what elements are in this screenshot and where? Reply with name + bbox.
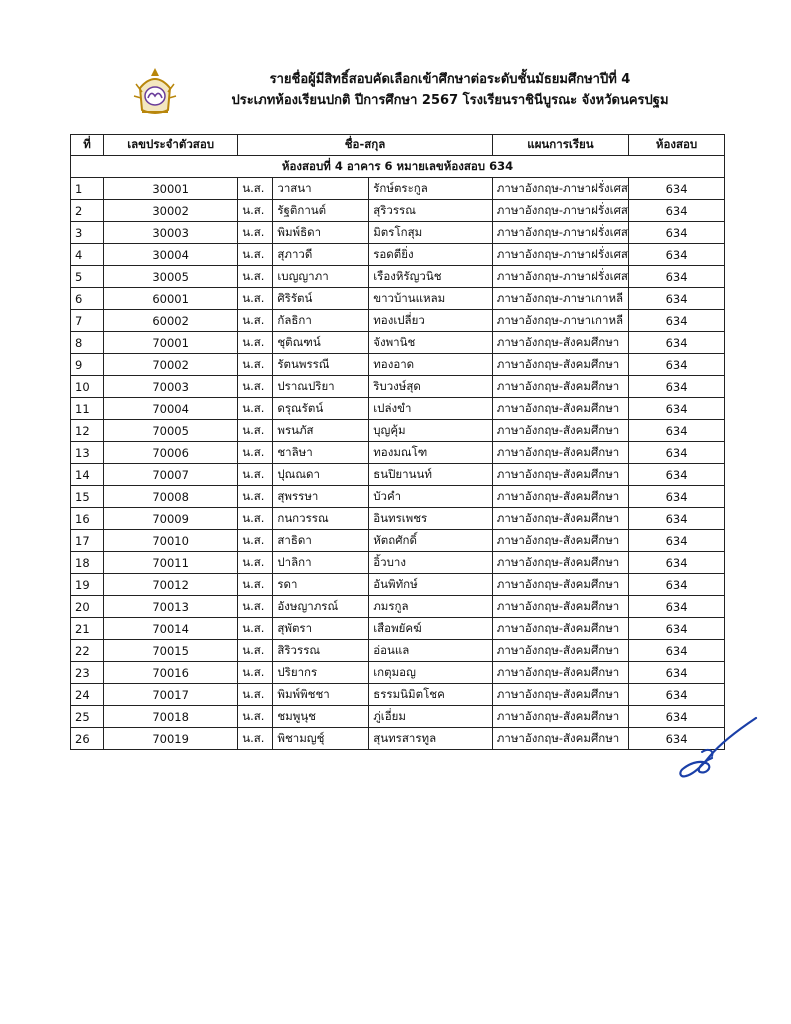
last-name: บัวคำ [369, 486, 493, 508]
table-row [71, 640, 725, 662]
last-name: อิ้วบาง [369, 552, 493, 574]
first-name: กนกวรรณ [273, 508, 369, 530]
last-name: ทองอาด [369, 354, 493, 376]
first-name: รดา [273, 574, 369, 596]
exam-room: 634 [629, 310, 725, 332]
table-row [71, 464, 725, 486]
exam-id: 70003 [104, 376, 238, 398]
name-prefix: น.ส. [238, 200, 273, 222]
table-row [71, 288, 725, 310]
row-number: 25 [71, 706, 104, 728]
table-row [71, 618, 725, 640]
name-prefix: น.ส. [238, 706, 273, 728]
table-row [71, 222, 725, 244]
exam-id: 70018 [104, 706, 238, 728]
exam-room: 634 [629, 442, 725, 464]
name-prefix: น.ส. [238, 354, 273, 376]
last-name: ทองมณโฑ [369, 442, 493, 464]
study-program: ภาษาอังกฤษ-สังคมศึกษา [492, 398, 628, 420]
study-program: ภาษาอังกฤษ-สังคมศึกษา [492, 618, 628, 640]
table-row [71, 486, 725, 508]
header-name: ชื่อ-สกุล [238, 135, 493, 156]
exam-id: 70007 [104, 464, 238, 486]
table-row [71, 684, 725, 706]
row-number: 13 [71, 442, 104, 464]
first-name: ชมพูนุช [273, 706, 369, 728]
last-name: สุนทรสารทูล [369, 728, 493, 750]
study-program: ภาษาอังกฤษ-สังคมศึกษา [492, 486, 628, 508]
header-exam-id: เลขประจำตัวสอบ [104, 135, 238, 156]
first-name: สุพัตรา [273, 618, 369, 640]
exam-room: 634 [629, 618, 725, 640]
row-number: 15 [71, 486, 104, 508]
first-name: ปาลิกา [273, 552, 369, 574]
header-no: ที่ [71, 135, 104, 156]
section-title: ห้องสอบที่ 4 อาคาร 6 หมายเลขห้องสอบ 634 [71, 156, 725, 178]
name-prefix: น.ส. [238, 596, 273, 618]
row-number: 18 [71, 552, 104, 574]
study-program: ภาษาอังกฤษ-ภาษาเกาหลี [492, 310, 628, 332]
first-name: ศิริรัตน์ [273, 288, 369, 310]
exam-id: 30002 [104, 200, 238, 222]
exam-id: 60002 [104, 310, 238, 332]
exam-room: 634 [629, 178, 725, 200]
last-name: อินทรเพชร [369, 508, 493, 530]
candidate-table [70, 134, 725, 750]
document-subtitle: ประเภทห้องเรียนปกติ ปีการศึกษา 2567 โรงเรียนราชินีบูรณะ จังหวัดนครปฐม [231, 93, 669, 108]
name-prefix: น.ส. [238, 464, 273, 486]
exam-room: 634 [629, 706, 725, 728]
exam-room: 634 [629, 398, 725, 420]
name-prefix: น.ส. [238, 398, 273, 420]
name-prefix: น.ส. [238, 420, 273, 442]
table-row [71, 530, 725, 552]
table-row [71, 574, 725, 596]
exam-room: 634 [629, 420, 725, 442]
first-name: สิริวรรณ [273, 640, 369, 662]
exam-id: 70001 [104, 332, 238, 354]
exam-room: 634 [629, 662, 725, 684]
last-name: อันพิทักษ์ [369, 574, 493, 596]
name-prefix: น.ส. [238, 530, 273, 552]
first-name: รัฐติกานต์ [273, 200, 369, 222]
first-name: เบญญาภา [273, 266, 369, 288]
exam-id: 70014 [104, 618, 238, 640]
first-name: ชาลิษา [273, 442, 369, 464]
exam-id: 60001 [104, 288, 238, 310]
study-program: ภาษาอังกฤษ-สังคมศึกษา [492, 662, 628, 684]
name-prefix: น.ส. [238, 288, 273, 310]
name-prefix: น.ส. [238, 244, 273, 266]
last-name: สุริวรรณ [369, 200, 493, 222]
study-program: ภาษาอังกฤษ-ภาษาฝรั่งเศส [492, 244, 628, 266]
study-program: ภาษาอังกฤษ-สังคมศึกษา [492, 376, 628, 398]
row-number: 8 [71, 332, 104, 354]
first-name: สุภาวดี [273, 244, 369, 266]
name-prefix: น.ส. [238, 178, 273, 200]
study-program: ภาษาอังกฤษ-สังคมศึกษา [492, 684, 628, 706]
row-number: 1 [71, 178, 104, 200]
last-name: มิตรโกสุม [369, 222, 493, 244]
last-name: ธนปิยานนท์ [369, 464, 493, 486]
first-name: กัลธิกา [273, 310, 369, 332]
exam-room: 634 [629, 464, 725, 486]
study-program: ภาษาอังกฤษ-สังคมศึกษา [492, 442, 628, 464]
row-number: 14 [71, 464, 104, 486]
study-program: ภาษาอังกฤษ-ภาษาฝรั่งเศส [492, 200, 628, 222]
table-row [71, 200, 725, 222]
exam-id: 70013 [104, 596, 238, 618]
signature-icon [672, 712, 762, 782]
name-prefix: น.ส. [238, 508, 273, 530]
first-name: วาสนา [273, 178, 369, 200]
row-number: 20 [71, 596, 104, 618]
row-number: 2 [71, 200, 104, 222]
study-program: ภาษาอังกฤษ-ภาษาฝรั่งเศส [492, 222, 628, 244]
table-row [71, 662, 725, 684]
first-name: ชุติณฑน์ [273, 332, 369, 354]
row-number: 3 [71, 222, 104, 244]
last-name: เปล่งขำ [369, 398, 493, 420]
exam-room: 634 [629, 266, 725, 288]
first-name: สุพรรษา [273, 486, 369, 508]
document-title: รายชื่อผู้มีสิทธิ์สอบคัดเลือกเข้าศึกษาต่อระดับชั้นมัธยมศึกษาปีที่ 4 [269, 72, 631, 87]
last-name: จังพานิช [369, 332, 493, 354]
exam-id: 30001 [104, 178, 238, 200]
name-prefix: น.ส. [238, 684, 273, 706]
row-number: 26 [71, 728, 104, 750]
exam-room: 634 [629, 728, 725, 750]
exam-room: 634 [629, 684, 725, 706]
name-prefix: น.ส. [238, 332, 273, 354]
section-row [71, 156, 725, 178]
table-row [71, 442, 725, 464]
exam-id: 30003 [104, 222, 238, 244]
name-prefix: น.ส. [238, 640, 273, 662]
row-number: 12 [71, 420, 104, 442]
last-name: เสือพยัคฆ์ [369, 618, 493, 640]
table-row [71, 420, 725, 442]
table-row [71, 596, 725, 618]
exam-room: 634 [629, 354, 725, 376]
name-prefix: น.ส. [238, 552, 273, 574]
study-program: ภาษาอังกฤษ-สังคมศึกษา [492, 420, 628, 442]
table-row [71, 552, 725, 574]
table-row [71, 244, 725, 266]
last-name: ภมรกูล [369, 596, 493, 618]
first-name: ดรุณรัตน์ [273, 398, 369, 420]
exam-room: 634 [629, 200, 725, 222]
name-prefix: น.ส. [238, 310, 273, 332]
exam-room: 634 [629, 244, 725, 266]
exam-id: 70010 [104, 530, 238, 552]
study-program: ภาษาอังกฤษ-สังคมศึกษา [492, 728, 628, 750]
exam-room: 634 [629, 288, 725, 310]
last-name: ทองเปลี่ยว [369, 310, 493, 332]
last-name: เกตุมอญ [369, 662, 493, 684]
exam-id: 70015 [104, 640, 238, 662]
first-name: ปราณปริยา [273, 376, 369, 398]
last-name: ขาวบ้านแหลม [369, 288, 493, 310]
row-number: 24 [71, 684, 104, 706]
study-program: ภาษาอังกฤษ-ภาษาฝรั่งเศส [492, 266, 628, 288]
exam-room: 634 [629, 376, 725, 398]
study-program: ภาษาอังกฤษ-สังคมศึกษา [492, 640, 628, 662]
exam-id: 70012 [104, 574, 238, 596]
last-name: อ่อนแล [369, 640, 493, 662]
first-name: สาธิดา [273, 530, 369, 552]
first-name: ปุณณดา [273, 464, 369, 486]
row-number: 5 [71, 266, 104, 288]
row-number: 16 [71, 508, 104, 530]
name-prefix: น.ส. [238, 222, 273, 244]
school-emblem-icon [132, 66, 178, 118]
table-header-row [71, 135, 725, 156]
exam-id: 70002 [104, 354, 238, 376]
first-name: ปริยากร [273, 662, 369, 684]
exam-id: 70011 [104, 552, 238, 574]
name-prefix: น.ส. [238, 728, 273, 750]
table-row [71, 508, 725, 530]
row-number: 7 [71, 310, 104, 332]
exam-id: 70005 [104, 420, 238, 442]
table-row [71, 266, 725, 288]
exam-room: 634 [629, 640, 725, 662]
table-row [71, 354, 725, 376]
name-prefix: น.ส. [238, 266, 273, 288]
study-program: ภาษาอังกฤษ-สังคมศึกษา [492, 530, 628, 552]
study-program: ภาษาอังกฤษ-สังคมศึกษา [492, 596, 628, 618]
last-name: บุญคุ้ม [369, 420, 493, 442]
exam-id: 70006 [104, 442, 238, 464]
row-number: 17 [71, 530, 104, 552]
exam-room: 634 [629, 332, 725, 354]
exam-room: 634 [629, 222, 725, 244]
row-number: 6 [71, 288, 104, 310]
study-program: ภาษาอังกฤษ-สังคมศึกษา [492, 332, 628, 354]
table-row [71, 706, 725, 728]
table-row [71, 310, 725, 332]
exam-room: 634 [629, 574, 725, 596]
exam-id: 70019 [104, 728, 238, 750]
row-number: 23 [71, 662, 104, 684]
first-name: รัตนพรรณี [273, 354, 369, 376]
table-row [71, 398, 725, 420]
exam-room: 634 [629, 596, 725, 618]
study-program: ภาษาอังกฤษ-สังคมศึกษา [492, 552, 628, 574]
name-prefix: น.ส. [238, 618, 273, 640]
exam-id: 70016 [104, 662, 238, 684]
row-number: 11 [71, 398, 104, 420]
row-number: 4 [71, 244, 104, 266]
last-name: ภู่เอี่ยม [369, 706, 493, 728]
first-name: พิชามญชุ์ [273, 728, 369, 750]
exam-id: 70009 [104, 508, 238, 530]
exam-id: 30004 [104, 244, 238, 266]
study-program: ภาษาอังกฤษ-สังคมศึกษา [492, 574, 628, 596]
first-name: อังษญาภรณ์ [273, 596, 369, 618]
header-program: แผนการเรียน [492, 135, 628, 156]
first-name: พิมพ์พิชชา [273, 684, 369, 706]
exam-room: 634 [629, 486, 725, 508]
name-prefix: น.ส. [238, 376, 273, 398]
last-name: รักษ์ตระกูล [369, 178, 493, 200]
exam-room: 634 [629, 508, 725, 530]
exam-room: 634 [629, 530, 725, 552]
table-row [71, 728, 725, 750]
name-prefix: น.ส. [238, 442, 273, 464]
row-number: 10 [71, 376, 104, 398]
last-name: รอดตียิ่ง [369, 244, 493, 266]
exam-id: 70008 [104, 486, 238, 508]
row-number: 9 [71, 354, 104, 376]
first-name: พิมพ์ธิดา [273, 222, 369, 244]
last-name: หัตถศักดิ์ [369, 530, 493, 552]
header-room: ห้องสอบ [629, 135, 725, 156]
name-prefix: น.ส. [238, 486, 273, 508]
study-program: ภาษาอังกฤษ-สังคมศึกษา [492, 706, 628, 728]
exam-room: 634 [629, 552, 725, 574]
first-name: พรนภัส [273, 420, 369, 442]
study-program: ภาษาอังกฤษ-สังคมศึกษา [492, 508, 628, 530]
study-program: ภาษาอังกฤษ-สังคมศึกษา [492, 354, 628, 376]
exam-id: 70017 [104, 684, 238, 706]
study-program: ภาษาอังกฤษ-ภาษาฝรั่งเศส [492, 178, 628, 200]
exam-id: 30005 [104, 266, 238, 288]
table-row [71, 376, 725, 398]
table-row [71, 332, 725, 354]
name-prefix: น.ส. [238, 662, 273, 684]
study-program: ภาษาอังกฤษ-ภาษาเกาหลี [492, 288, 628, 310]
last-name: ธรรมนิมิตโชค [369, 684, 493, 706]
last-name: เรืองหิรัญวนิช [369, 266, 493, 288]
row-number: 21 [71, 618, 104, 640]
exam-id: 70004 [104, 398, 238, 420]
table-row [71, 178, 725, 200]
last-name: ริบวงษ์สุด [369, 376, 493, 398]
row-number: 19 [71, 574, 104, 596]
name-prefix: น.ส. [238, 574, 273, 596]
row-number: 22 [71, 640, 104, 662]
study-program: ภาษาอังกฤษ-สังคมศึกษา [492, 464, 628, 486]
